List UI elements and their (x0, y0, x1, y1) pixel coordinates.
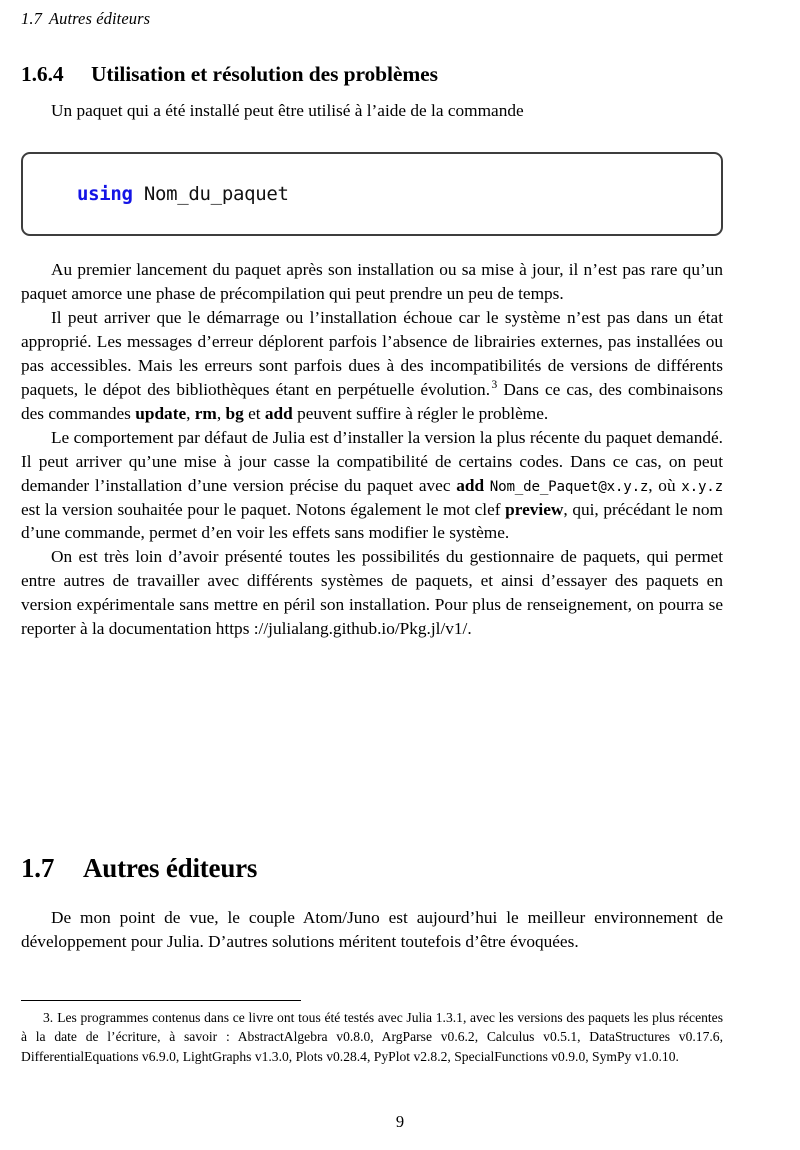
section-heading (21, 853, 723, 884)
command-rm: rm (194, 403, 217, 423)
section-title: Autres éditeurs (83, 853, 258, 883)
code-block (21, 152, 723, 236)
footnote-body: Les programmes contenus dans ce livre ont tous été testés avec Julia 1.3.1, avec les versions des paquets les plus récentes à la date de l’écriture, à savoir : AbstractAlgebra v0.8.0, ArgParse v0.6.2, Calculus v0.5.1, DataStructures v0.17.6, DifferentialEquations v6.9.0, LightGraphs v1.3.0, Plots v0.28.4, PyPlot v2.8.2, SpecialFunctions v0.9.0, SymPy v1.0.10. (21, 1010, 723, 1064)
footnote-rule (21, 1000, 301, 1001)
sep-2: , (216, 403, 226, 423)
sep-3: et (243, 403, 265, 423)
paragraph-editors-intro: De mon point de vue, le couple Atom/Juno est aujourd’hui le meilleur environnement de développement pour Julia. D’autres solutions méritent toutefois d’être évoquées. (21, 908, 723, 951)
code-identifier: Nom_du_paquet (143, 183, 289, 205)
paragraph-version-part3: est la version souhaitée pour le paquet. Notons également le mot clef (21, 499, 506, 519)
paragraph-errors (21, 306, 723, 426)
paragraph-package-manager-docs: On est très loin d’avoir présenté toutes les possibilités du gestionnaire de paquets, qui permet entre autres de travailler avec différents systèmes de paquets, et ainsi d’essayer des paquets en version expérimentale sans mettre en péril son installation. Pour plus de renseignement, on pourra se reporter à la documentation https ://julialang.github.io/Pkg.jl/v1/. (21, 547, 723, 639)
footnote-entry (21, 1008, 723, 1066)
paragraph-errors-part3: peuvent suffire à régler le problème. (292, 403, 549, 423)
paragraph-version-part2: , où (648, 475, 682, 495)
paragraph-version-part4: , qui, précédant le nom d’une commande, permet d’en voir les effets sans modifier le système. (21, 499, 723, 543)
footnote-area (21, 1000, 723, 1066)
page-number: 9 (395, 1112, 405, 1131)
code-block-line (77, 183, 289, 205)
subsection-number: 1.6.4 (21, 62, 64, 86)
paragraph-version-part1: Le comportement par défaut de Julia est d’installer la version la plus récente du paquet demandé. Il peut arriver qu’une mise à jour casse la compatibilité de certains codes. Dans ce cas, on peut demander l’installation d’une version précise du paquet avec (21, 427, 723, 495)
content-block-section (21, 853, 723, 954)
paragraph-errors-part1: Il peut arriver que le démarrage ou l’installation échoue car le système n’est pas dans un état approprié. Les messages d’erreur déplorent parfois l’absence de librairies externes, pas installées ou pas accessibles. Mais les erreurs sont parfois dues à des incompatibilités de versions de différents paquets, le dépot des bibliothèques étant en perpétuelle évolution. (21, 307, 723, 399)
command-update: update (135, 403, 187, 423)
inline-code-package-version: Nom_de_Paquet@x.y.z (489, 478, 649, 495)
keyword-preview: preview (505, 499, 564, 519)
command-bg: bg (225, 403, 244, 423)
section-spacer (21, 884, 723, 892)
command-add-inline: add (456, 475, 485, 495)
section-number: 1.7 (21, 853, 55, 883)
running-header-title: Autres éditeurs (48, 9, 151, 28)
footnote-number: 3. (43, 1010, 54, 1025)
running-header (21, 9, 150, 29)
running-header-number: 1.7 (21, 9, 42, 28)
paragraph-errors-part2: Dans ce cas, des combinaisons des commandes (21, 379, 723, 423)
content-block-main (21, 258, 723, 641)
footnote-marker: 3 (491, 379, 498, 391)
code-keyword: using (77, 183, 133, 205)
content-block-top (21, 62, 723, 123)
subsection-title: Utilisation et résolution des problèmes (91, 62, 438, 86)
inline-code-xyz: x.y.z (681, 478, 723, 495)
intro-paragraph: Un paquet qui a été installé peut être utilisé à l’aide de la commande (51, 101, 524, 120)
subsection-heading (21, 62, 723, 87)
paragraph-version-pinning (21, 426, 723, 546)
command-add: add (264, 403, 293, 423)
paragraph-precompilation: Au premier lancement du paquet après son installation ou sa mise à jour, il n’est pas rare qu’un paquet amorce une phase de précompilation qui peut prendre un peu de temps. (21, 260, 723, 303)
code-separator (133, 183, 144, 205)
sep-1: , (186, 403, 195, 423)
